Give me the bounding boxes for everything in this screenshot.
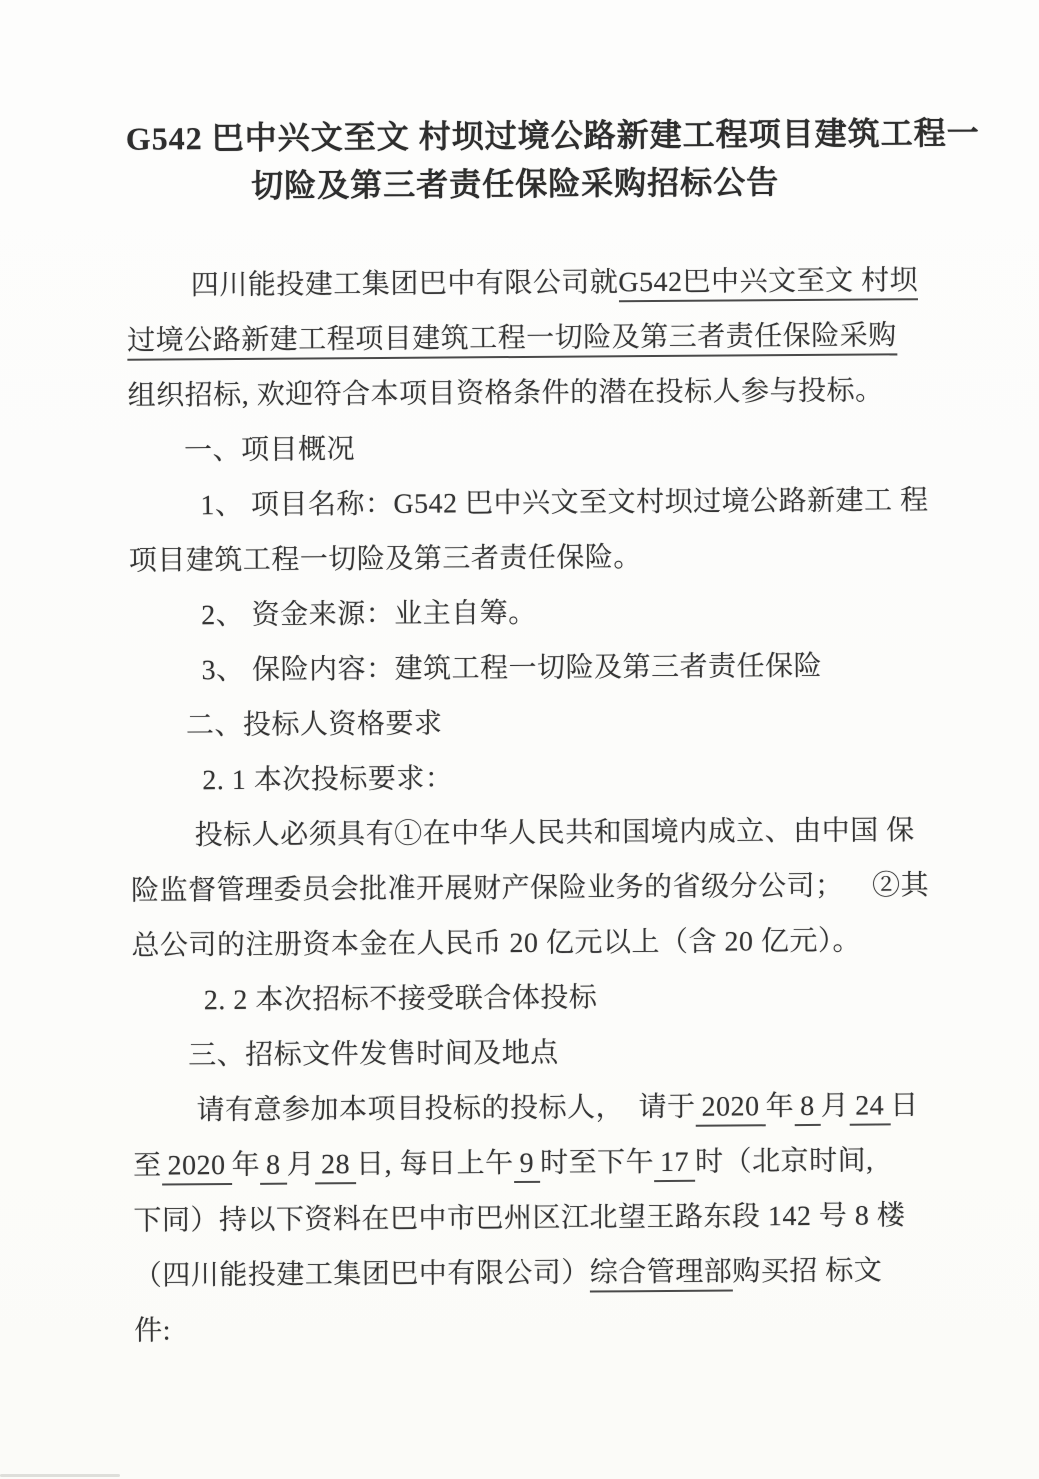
sale-text: 请有意参加本项目投标的投标人， 请于: [196, 1091, 696, 1127]
section1-item1-line2: [129, 528, 907, 588]
section1-item3: [129, 638, 907, 698]
sale-line-2: [133, 1133, 911, 1193]
intro-line-3: [127, 363, 905, 423]
underlined-project-name-part1: G542巴中兴文至文 村坝: [618, 265, 918, 302]
section1-heading: [128, 418, 906, 478]
sale-line-4: [134, 1243, 912, 1303]
underlined-month-start: 8: [794, 1091, 821, 1126]
sale-text: 购买招 标文: [732, 1255, 883, 1288]
document-title: [125, 109, 980, 210]
sale-text: 月: [820, 1090, 850, 1122]
title-line-1: G542 巴中兴文至文 村坝过境公路新建工程项目建筑工程一: [125, 114, 980, 157]
sale-line-5: [134, 1298, 912, 1358]
sale-text: 日, 每日上午: [355, 1148, 514, 1181]
sale-text: 日: [890, 1090, 919, 1122]
section2-sub2: [132, 968, 910, 1028]
intro-line-2: [127, 308, 905, 368]
underlined-month-end: 8: [260, 1150, 287, 1185]
underlined-day-end: 28: [315, 1149, 356, 1184]
requirements-line-2: [130, 858, 930, 918]
sale-text: 至: [132, 1150, 162, 1182]
sale-line-1: [132, 1078, 919, 1138]
sale-text: 年: [765, 1091, 795, 1123]
document-content: [125, 109, 980, 1358]
underlined-hour-start: 9: [513, 1148, 540, 1183]
underlined-project-name-part2: 过境公路新建工程项目建筑工程一切险及第三者责任保险采购: [127, 320, 897, 360]
heading-text: 二、投标人资格要求: [185, 708, 443, 742]
sale-text: 时（北京时间,: [694, 1145, 874, 1178]
underlined-day-start: 24: [849, 1090, 890, 1125]
section1-item2: [129, 583, 907, 643]
sale-text: 下同）持以下资料在巴中市巴州区江北望王路东段 142 号 8 楼: [133, 1200, 906, 1237]
sale-text: 时至下午: [539, 1147, 655, 1179]
sale-text: 件:: [134, 1315, 172, 1347]
sale-text: 年: [231, 1149, 261, 1182]
requirements-line-1: [131, 803, 915, 863]
underlined-year-start: 2020: [696, 1091, 766, 1126]
heading-text: 三、招标文件发售时间及地点: [188, 1037, 559, 1072]
intro-line-1: [127, 253, 919, 313]
sale-text: 月: [286, 1149, 316, 1181]
item-text: 2. 2 本次招标不接受联合体投标: [203, 982, 598, 1017]
heading-text: 一、项目概况: [183, 434, 356, 467]
requirement-text: 险监督管理委员会批准开展财产保险业务的省级分公司； ②其: [130, 870, 930, 907]
document-body: [127, 253, 930, 1358]
section2-heading: [130, 693, 908, 753]
requirement-text: 投标人必须具有①在中华人民共和国境内成立、由中国 保: [194, 815, 915, 852]
section2-sub1: [130, 748, 908, 808]
item-text: 1、 项目名称：G542 巴中兴文至文村坝过境公路新建工 程: [200, 485, 929, 522]
intro-text: 组织招标, 欢迎符合本项目资格条件的潜在投标人参与投标。: [127, 375, 884, 412]
scan-artifact: [0, 1474, 120, 1477]
item-text: 项目建筑工程一切险及第三者责任保险。: [128, 542, 642, 577]
underlined-year-end: 2020: [161, 1150, 231, 1185]
section3-heading: [132, 1023, 910, 1083]
sale-text: （四川能投建工集团巴中有限公司）: [133, 1257, 590, 1292]
item-text: 3、 保险内容：建筑工程一切险及第三者责任保险: [201, 650, 823, 687]
requirement-text: 总公司的注册资本金在人民币 20 亿元以上（含 20 亿元）。: [131, 925, 862, 962]
underlined-department: 综合管理部: [590, 1257, 733, 1293]
title-line-2: 切险及第三者责任保险采购招标公告: [251, 164, 780, 204]
sale-line-3: [133, 1188, 911, 1248]
item-text: 2. 1 本次投标要求：: [202, 763, 454, 797]
item-text: 2、 资金来源：业主自筹。: [201, 597, 537, 632]
section1-item1-line1: [128, 473, 929, 533]
requirements-line-3: [131, 913, 909, 973]
intro-text: 四川能投建工集团巴中有限公司就: [190, 267, 619, 302]
underlined-hour-end: 17: [654, 1147, 695, 1182]
